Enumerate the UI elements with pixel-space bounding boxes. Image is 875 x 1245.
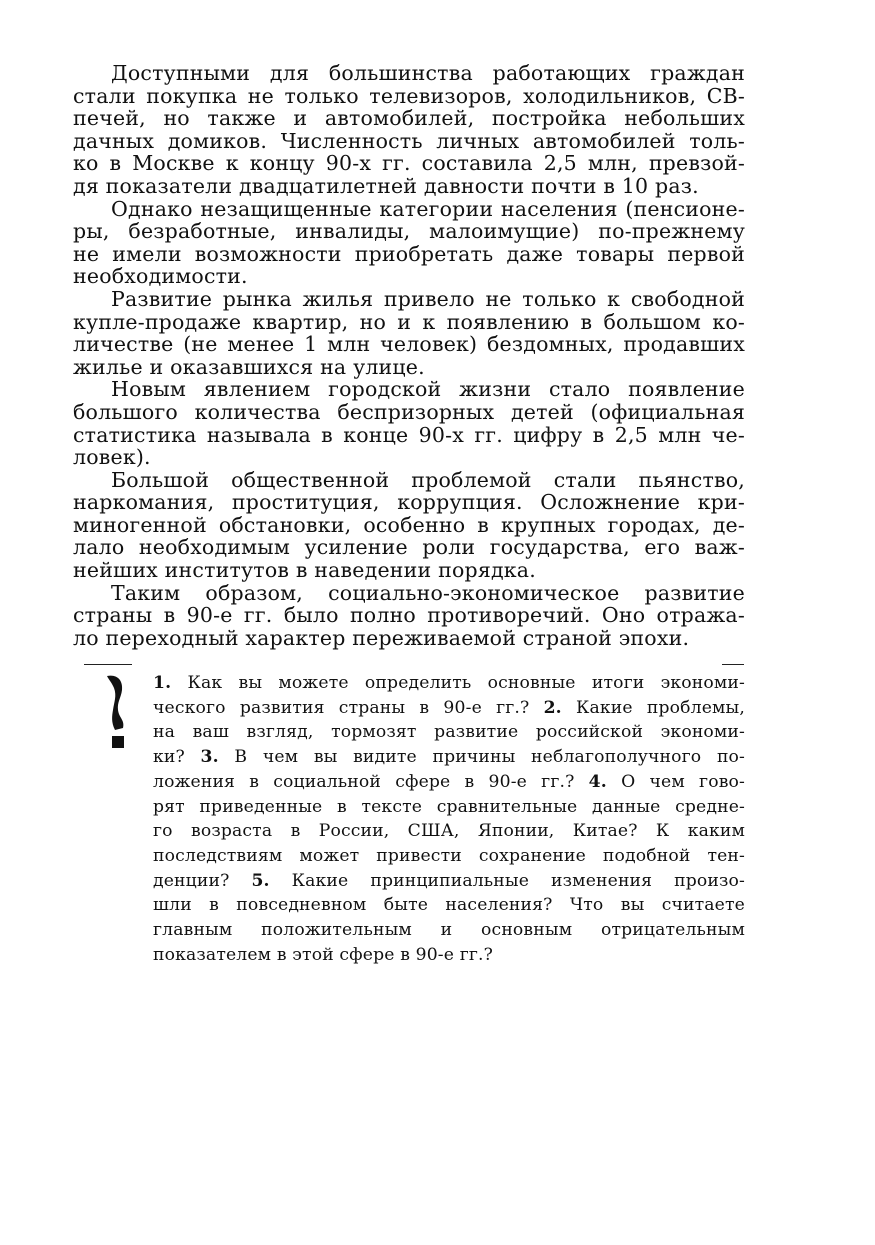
question-text: Какие проблемы, xyxy=(561,697,745,718)
text-line: ловек). xyxy=(73,445,151,470)
text-line: наркомания, проституция, коррупция. Осложнение кри- xyxy=(73,490,745,515)
question-line xyxy=(153,819,745,844)
question-number: 3. xyxy=(200,747,219,768)
question-text: ки? xyxy=(153,747,201,768)
question-text: О чем гово- xyxy=(606,771,745,792)
question-line xyxy=(153,795,745,820)
question-line xyxy=(153,720,745,745)
question-text: главным положительным и основным отрицательным xyxy=(153,920,745,941)
question-text: рят приведенные в тексте сравнительные данные средне- xyxy=(153,796,745,817)
main-text xyxy=(73,62,745,649)
separator-left xyxy=(84,664,132,665)
text-line: печей, но также и автомобилей, постройка небольших xyxy=(73,106,745,131)
question-line xyxy=(153,770,745,795)
text-line: Однако незащищенные категории населения (пенсионе- xyxy=(111,196,745,221)
question-text: ложения в социальной сфере в 90-е гг.? xyxy=(153,771,589,792)
text-line: Доступными для большинства работающих граждан xyxy=(111,61,745,85)
question-mark-icon xyxy=(103,672,133,752)
question-number: 1. xyxy=(153,673,172,693)
text-line: ло переходный характер переживаемой страной эпохи. xyxy=(73,625,690,650)
question-text: на ваш взгляд, тормозят развитие российской экономи- xyxy=(153,722,745,743)
question-number: 5. xyxy=(251,870,270,891)
question-line xyxy=(153,943,745,968)
question-line xyxy=(153,844,745,869)
text-line: не имели возможности приобретать даже товары первой xyxy=(73,241,745,266)
text-line: купле-продаже квартир, но и к появлению в большом ко- xyxy=(73,309,745,334)
question-text: го возраста в России, США, Японии, Китае? К каким xyxy=(153,821,745,842)
question-line xyxy=(153,918,745,943)
text-line: Таким образом, социально-экономическое развитие xyxy=(111,580,745,605)
text-line: Большой общественной проблемой стали пьянство, xyxy=(111,467,745,492)
text-line: Развитие рынка жилья привело не только к свободной xyxy=(111,286,745,311)
question-text: денции? xyxy=(153,870,252,891)
text-line: страны в 90-е гг. было полно противоречий. Оно отража- xyxy=(73,603,745,628)
text-line: стали покупка не только телевизоров, холодильников, СВ- xyxy=(73,83,745,108)
question-number: 4. xyxy=(588,771,607,792)
question-line xyxy=(153,671,745,696)
text-line: ко в Москве к концу 90-х гг. составила 2,5 млн, превзой- xyxy=(73,151,745,176)
text-line: ры, безработные, инвалиды, малоимущие) по-прежнему xyxy=(73,219,745,244)
question-line xyxy=(153,893,745,918)
text-line: жилье и оказавшихся на улице. xyxy=(73,354,425,379)
question-text: В чем вы видите причины неблагополучного по- xyxy=(218,747,746,768)
text-line: большого количества беспризорных детей (официальная xyxy=(73,399,745,424)
text-line: дачных домиков. Численность личных автомобилей толь- xyxy=(73,128,745,153)
question-text: Какие принципиальные изменения произо- xyxy=(269,870,745,891)
text-line: дя показатели двадцатилетней давности почти в 10 раз. xyxy=(73,173,699,198)
question-number: 2. xyxy=(543,697,562,718)
question-text: последствиям может привести сохранение подобной тен- xyxy=(153,845,745,866)
paragraph xyxy=(73,582,745,650)
question-text: ческого развития страны в 90-е гг.? xyxy=(153,697,544,718)
paragraph xyxy=(73,62,745,198)
separator-right xyxy=(722,664,744,665)
question-line xyxy=(153,869,745,894)
review-questions xyxy=(153,671,745,967)
text-line: личестве (не менее 1 млн человек) бездомных, продавших xyxy=(73,332,745,357)
text-line: Новым явлением городской жизни стало появление xyxy=(111,377,745,402)
paragraph xyxy=(73,198,745,288)
question-text: шли в повседневном быте населения? Что вы считаете xyxy=(153,895,745,916)
text-line: нейших институтов в наведении порядка. xyxy=(73,558,536,583)
paragraph xyxy=(73,469,745,582)
question-text: Как вы можете определить основные итоги экономи- xyxy=(171,673,745,693)
paragraph xyxy=(73,288,745,378)
question-line xyxy=(153,745,745,770)
question-text: показателем в этой сфере в 90-е гг.? xyxy=(153,944,493,965)
text-line: статистика называла в конце 90-х гг. цифру в 2,5 млн че- xyxy=(73,422,745,447)
text-line: лало необходимым усиление роли государства, его важ- xyxy=(73,535,745,560)
text-line: необходимости. xyxy=(73,264,248,289)
paragraph xyxy=(73,378,745,468)
question-line xyxy=(153,696,745,721)
text-line: миногенной обстановки, особенно в крупных городах, де- xyxy=(73,512,745,537)
